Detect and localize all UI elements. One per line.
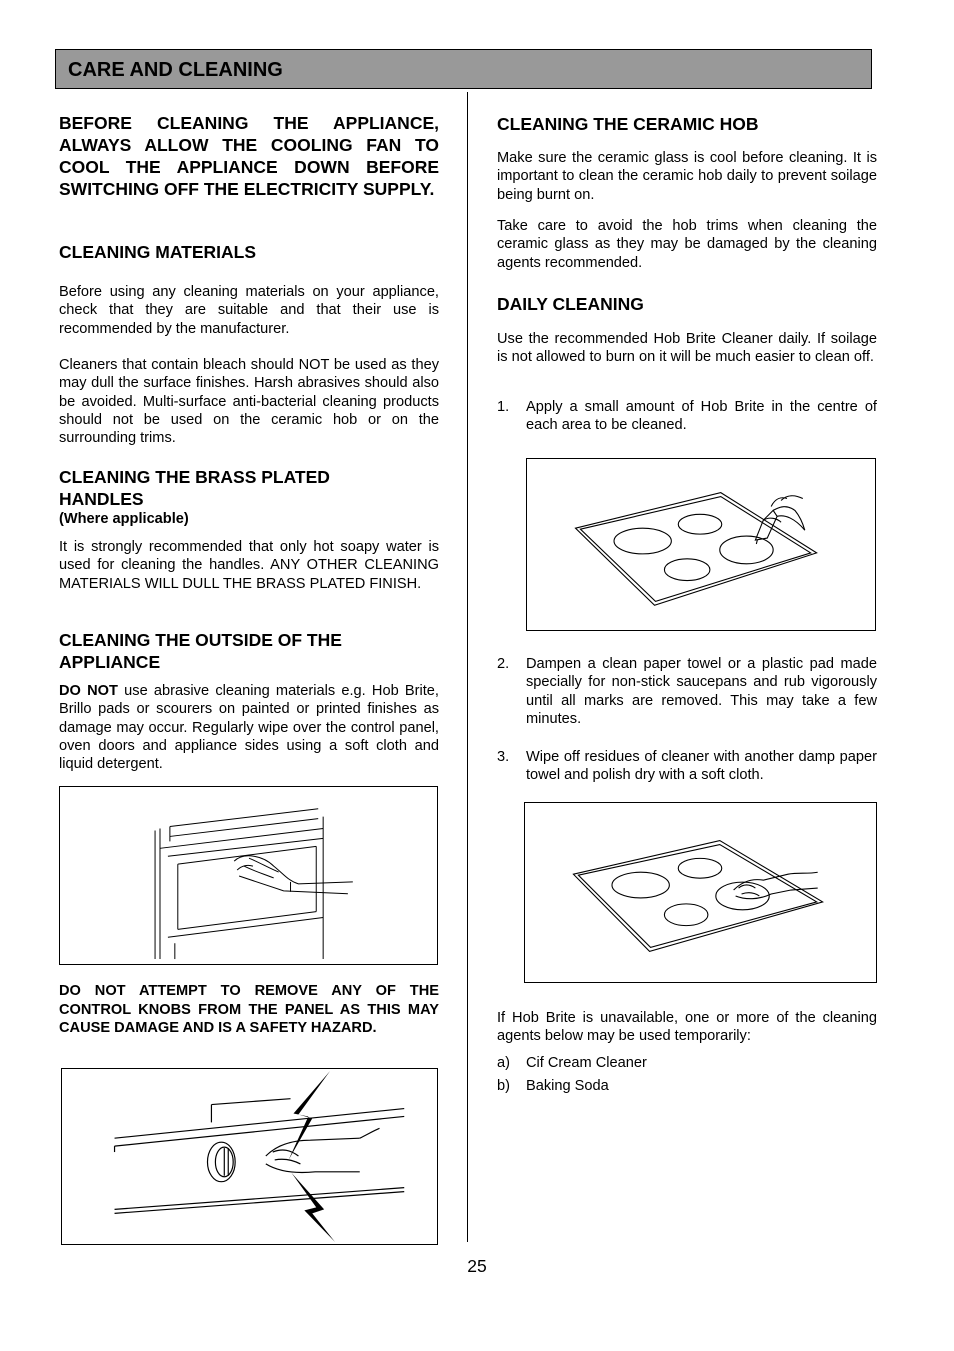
hob-apply-cleaner-illustration — [527, 459, 875, 630]
cleaning-materials-paragraph-2: Cleaners that contain bleach should NOT be used as they may dull the surface finishes. Harsh abrasives should also be avoided. Multi-surface anti-bacterial cleaning products should not be used on the ceramic hob or on the surrounding trims. — [59, 357, 439, 447]
cleaning-materials-heading: CLEANING MATERIALS — [59, 242, 257, 262]
column-divider — [467, 92, 468, 1242]
ceramic-hob-paragraph-1: Make sure the ceramic glass is cool before cleaning. It is important to clean the ceramic hob daily to prevent soilage being burnt on. — [497, 150, 877, 203]
oven-door-wipe-illustration — [60, 787, 437, 964]
do-not-emphasis: DO NOT — [59, 683, 118, 699]
lightning-bolt-bottom — [292, 1173, 336, 1242]
outside-paragraph — [59, 682, 439, 773]
cooling-fan-warning: BEFORE CLEANING THE APPLIANCE, ALWAYS ALLOW THE COOLING FAN TO COOL THE APPLIANCE DOWN BEFORE SWITCHING OFF THE ELECTRICITY SUPPLY. — [59, 113, 439, 199]
alternatives-paragraph: If Hob Brite is unavailable, one or more of the cleaning agents below may be used temporarily: — [497, 1010, 877, 1045]
alternative-a-letter: a) — [497, 1055, 510, 1071]
control-knob-hazard-illustration — [62, 1069, 437, 1244]
page-title: CARE AND CLEANING — [68, 59, 283, 81]
hob-apply-figure — [526, 458, 876, 631]
hob-polish-illustration — [525, 803, 876, 982]
alternative-b-text: Baking Soda — [526, 1078, 609, 1094]
brass-handles-subheading: (Where applicable) — [59, 511, 189, 527]
control-knobs-warning: DO NOT ATTEMPT TO REMOVE ANY OF THE CONTROL KNOBS FROM THE PANEL AS THIS MAY CAUSE DAMAGE AND IS A SAFETY HAZARD. — [59, 983, 439, 1036]
hob-polish-figure — [524, 802, 877, 983]
brass-handles-paragraph: It is strongly recommended that only hot soapy water is used for cleaning the handles. ANY OTHER CLEANING MATERIALS WILL DULL THE BRASS PLATED FINISH. — [59, 539, 439, 592]
step-3-number: 3. — [497, 749, 510, 765]
brass-handles-heading-line1: CLEANING THE BRASS PLATED — [59, 467, 330, 487]
alternative-b-letter: b) — [497, 1078, 510, 1094]
step-1 — [497, 398, 877, 435]
step-3-text: Wipe off residues of cleaner with another damp paper towel and polish dry with a soft cloth. — [526, 749, 877, 784]
daily-cleaning-paragraph: Use the recommended Hob Brite Cleaner daily. If soilage is not allowed to burn on it will be much easier to clean off. — [497, 331, 877, 366]
outside-heading-line1: CLEANING THE OUTSIDE OF THE — [59, 630, 342, 650]
brass-handles-heading-line2: HANDLES — [59, 489, 144, 509]
step-3 — [497, 748, 877, 785]
brass-handles-heading — [59, 466, 439, 528]
left-column — [59, 112, 439, 200]
outside-paragraph-text: use abrasive cleaning materials e.g. Hob Brite, Brillo pads or scourers on painted or printed finishes as damage may occur. Regularly wipe over the control panel, oven doors and appliance sides using a soft cloth and liquid detergent. — [59, 683, 439, 773]
step-2-number: 2. — [497, 656, 510, 672]
step-2-text: Dampen a clean paper towel or a plastic pad made specially for non-stick saucepans and rub vigorously until all marks are removed. This may take a few minutes. — [526, 656, 877, 727]
step-1-number: 1. — [497, 399, 510, 415]
page-number: 25 — [467, 1256, 487, 1276]
outside-heading — [59, 629, 439, 673]
oven-wipe-figure — [59, 786, 438, 965]
daily-cleaning-heading: DAILY CLEANING — [497, 294, 644, 314]
alternative-a — [497, 1054, 877, 1072]
knob-hazard-figure — [61, 1068, 438, 1245]
cleaning-materials-paragraph-1: Before using any cleaning materials on your appliance, check that they are suitable and that their use is recommended by the manufacturer. — [59, 284, 439, 337]
section-header — [55, 49, 872, 89]
step-2 — [497, 655, 877, 728]
ceramic-hob-heading: CLEANING THE CERAMIC HOB — [497, 114, 759, 134]
alternative-b — [497, 1077, 877, 1095]
lightning-bolt-top — [289, 1071, 331, 1160]
alternative-a-text: Cif Cream Cleaner — [526, 1055, 647, 1071]
step-1-text: Apply a small amount of Hob Brite in the centre of each area to be cleaned. — [526, 399, 877, 434]
ceramic-hob-paragraph-2: Take care to avoid the hob trims when cleaning the ceramic glass as they may be damaged by the cleaning agents recommended. — [497, 218, 877, 271]
outside-heading-line2: APPLIANCE — [59, 652, 161, 672]
